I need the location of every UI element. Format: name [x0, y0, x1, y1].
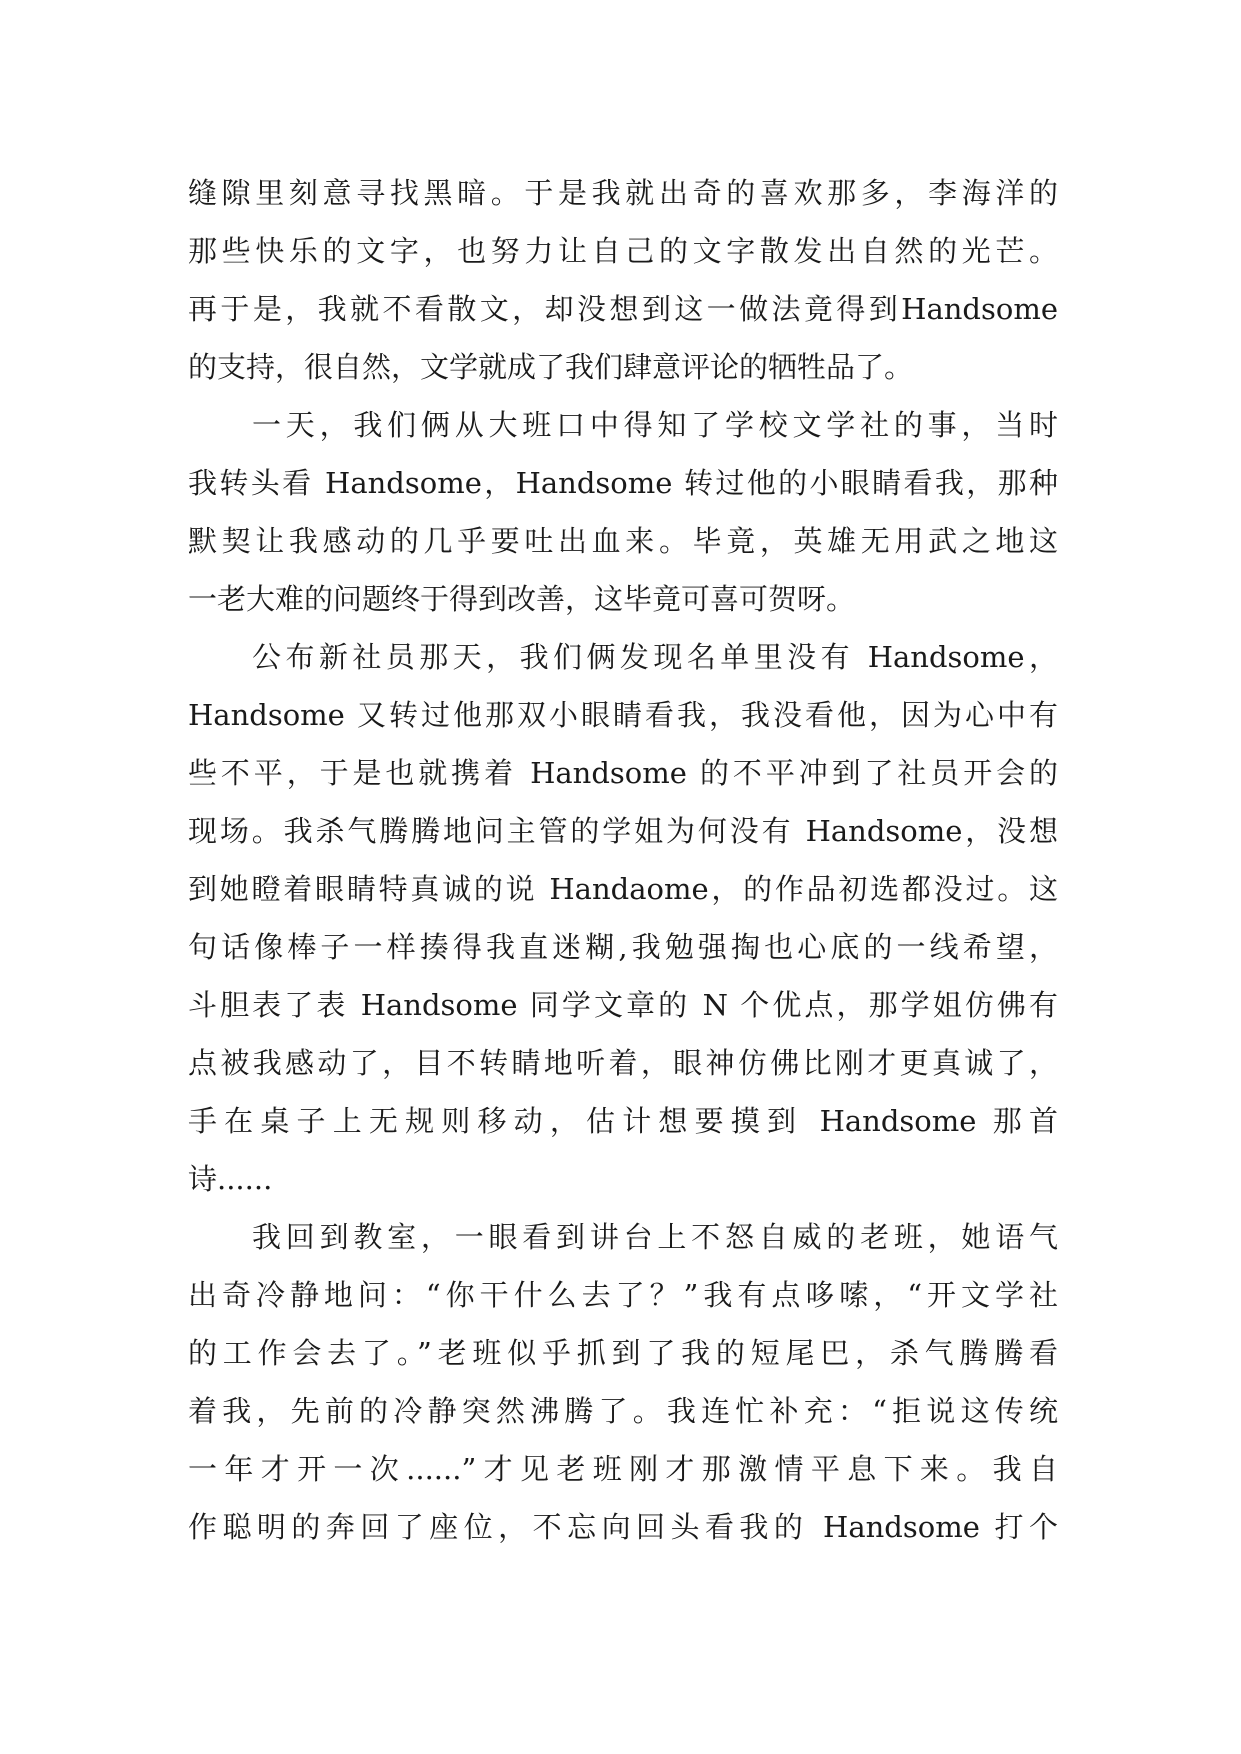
- text-line: 斗胆表了表 Handsome 同学文章的 N 个优点，那学姐仿佛有: [188, 988, 1058, 1022]
- body-text: [188, 164, 1058, 1556]
- text-line: 一老大难的问题终于得到改善，这毕竟可喜可贺呀。: [188, 582, 856, 616]
- text-line: 手在桌子上无规则移动，估计想要摸到 Handsome 那首: [188, 1104, 1058, 1138]
- paragraph-start-line: 我回到教室，一眼看到讲台上不怒自威的老班，她语气: [252, 1220, 1058, 1254]
- text-line: 诗......: [188, 1162, 273, 1196]
- text-line: 缝隙里刻意寻找黑暗。于是我就出奇的喜欢那多，李海洋的: [188, 176, 1058, 210]
- text-line: 句话像棒子一样揍得我直迷糊,我勉强掏也心底的一线希望，: [188, 930, 1058, 964]
- text-line: 现场。我杀气腾腾地问主管的学姐为何没有 Handsome，没想: [188, 814, 1058, 848]
- paragraph-start-line: 一天，我们俩从大班口中得知了学校文学社的事，当时: [252, 408, 1058, 442]
- text-line: 着我，先前的冷静突然沸腾了。我连忙补充：“拒说这传统: [188, 1394, 1058, 1428]
- text-line: 那些快乐的文字，也努力让自己的文字散发出自然的光芒。: [188, 234, 1058, 268]
- text-line: 一年才开一次......”才见老班刚才那激情平息下来。我自: [188, 1452, 1058, 1486]
- paragraph-start-line: 公布新社员那天，我们俩发现名单里没有 Handsome，: [252, 640, 1058, 674]
- text-line: 出奇冷静地问：“你干什么去了？”我有点哆嗦，“开文学社: [188, 1278, 1058, 1312]
- text-line: 的支持，很自然，文学就成了我们肆意评论的牺牲品了。: [188, 350, 914, 384]
- text-line: Handsome 又转过他那双小眼睛看我，我没看他，因为心中有: [188, 698, 1058, 732]
- text-line: 再于是，我就不看散文，却没想到这一做法竟得到Handsome: [188, 292, 1058, 326]
- text-line: 作聪明的奔回了座位，不忘向回头看我的 Handsome 打个: [188, 1510, 1058, 1544]
- text-line: 默契让我感动的几乎要吐出血来。毕竟，英雄无用武之地这: [188, 524, 1058, 558]
- text-line: 我转头看 Handsome，Handsome 转过他的小眼睛看我，那种: [188, 466, 1058, 500]
- text-line: 些不平，于是也就携着 Handsome 的不平冲到了社员开会的: [188, 756, 1058, 790]
- text-line: 的工作会去了。”老班似乎抓到了我的短尾巴，杀气腾腾看: [188, 1336, 1058, 1370]
- text-line: 到她瞪着眼睛特真诚的说 Handaome，的作品初选都没过。这: [188, 872, 1058, 906]
- text-line: 点被我感动了，目不转睛地听着，眼神仿佛比刚才更真诚了，: [188, 1046, 1058, 1080]
